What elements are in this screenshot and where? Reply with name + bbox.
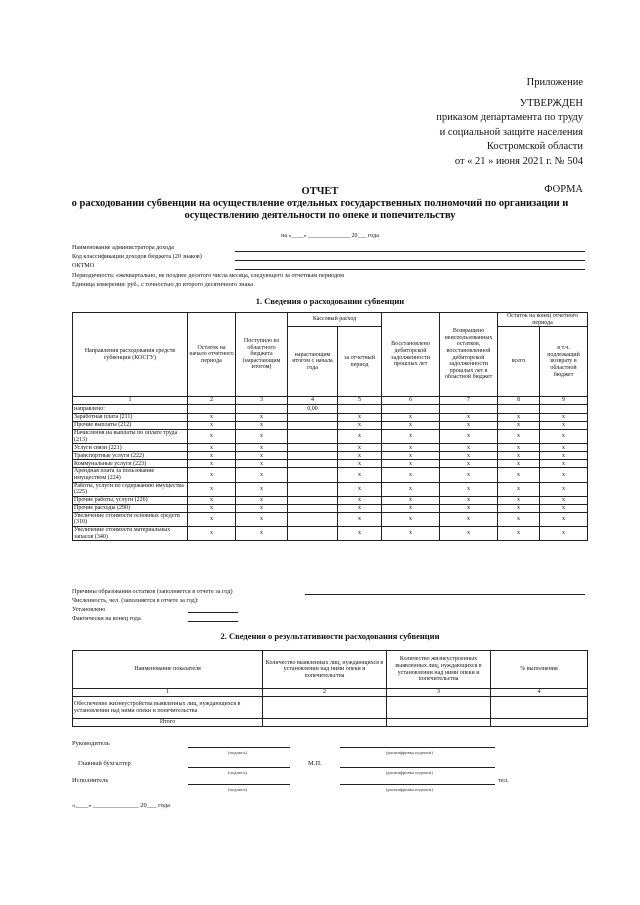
hdr-cash: Кассовый расход xyxy=(288,313,382,327)
expense-row xyxy=(73,482,588,496)
expense-row xyxy=(73,452,588,460)
order-line-3: Костромской области xyxy=(486,141,583,152)
section1-title: 1. Сведения о расходовании субвенции xyxy=(255,296,405,306)
expense-row-label: Прочие расходы (290) xyxy=(73,504,188,512)
cell-x-mark: x xyxy=(338,482,382,496)
hdr-identified: Количество выявленных лиц, нуждающихся в установлении над ними опеки и попечительства xyxy=(263,651,387,689)
column-numbers-row xyxy=(73,397,588,405)
cell-x-mark: x xyxy=(440,422,498,430)
cell-x-mark: x xyxy=(440,452,498,460)
accountant-decode-field[interactable] xyxy=(340,767,495,768)
order-line-1: приказом департамента по труду xyxy=(436,112,583,123)
cell-x-mark: x xyxy=(382,430,440,444)
cell-x-mark: x xyxy=(236,452,288,460)
cell-x-mark: x xyxy=(498,482,540,496)
hdr-cash-total: нарастающим итогом с начала года xyxy=(288,327,338,397)
cell[interactable] xyxy=(382,405,440,414)
cell-x-mark: x xyxy=(338,452,382,460)
cell-x-mark: x xyxy=(382,482,440,496)
col-number: 6 xyxy=(382,397,440,405)
cell-x-mark: x xyxy=(382,414,440,422)
cell-x-mark: x xyxy=(498,444,540,452)
cell-x-mark: x xyxy=(382,468,440,482)
cell[interactable] xyxy=(540,405,588,414)
expense-row xyxy=(73,444,588,452)
cell-x-mark: x xyxy=(236,512,288,526)
seal-label: М.П. xyxy=(308,760,322,767)
cell-x-mark: x xyxy=(338,414,382,422)
expense-row xyxy=(73,430,588,444)
reason-field[interactable] xyxy=(305,594,585,595)
cell-x-mark: x xyxy=(540,468,588,482)
order-line-4: от « 21 » июня 2021 г. № 504 xyxy=(454,155,583,167)
result-row-label: Обеспечение жизнеустройства выявленных лиц, нуждающихся в установлении над ними опеки и попечительства xyxy=(73,697,263,719)
expense-row xyxy=(73,422,588,430)
reason-label: Причины образования остатков (заполняется в отчете за год) xyxy=(72,588,233,595)
col-number: 8 xyxy=(498,397,540,405)
cell-x-mark: x xyxy=(440,526,498,540)
accountant-label: Главный бухгалтер xyxy=(78,760,131,767)
signature-date: «____» ______________ 20___ года xyxy=(72,802,170,809)
cell-x-mark: x xyxy=(188,512,236,526)
cell-x-mark: x xyxy=(188,414,236,422)
cell-x-mark: x xyxy=(498,526,540,540)
cell-x-mark: x xyxy=(440,496,498,504)
cell-x-mark: x xyxy=(236,444,288,452)
cell-x-mark: x xyxy=(236,496,288,504)
cell-x-mark: x xyxy=(382,526,440,540)
executor-decode-field[interactable] xyxy=(340,784,495,785)
cell-x-mark: x xyxy=(236,422,288,430)
cell-x-mark: x xyxy=(338,468,382,482)
cell[interactable] xyxy=(236,405,288,414)
cell-x-mark: x xyxy=(382,512,440,526)
cell[interactable] xyxy=(440,405,498,414)
expense-row-label: Начисления на выплаты по оплате труда (213) xyxy=(73,430,188,444)
cell-x-mark: x xyxy=(540,504,588,512)
executor-label: Исполнитель xyxy=(72,777,109,784)
cell[interactable] xyxy=(288,482,338,496)
directed-row xyxy=(73,405,588,414)
cell-x-mark: x xyxy=(188,444,236,452)
directed-label: направлено: xyxy=(73,405,188,414)
cell-x-mark: x xyxy=(236,504,288,512)
cell[interactable] xyxy=(491,719,588,727)
cell-x-mark: x xyxy=(382,496,440,504)
cell-x-mark: x xyxy=(236,414,288,422)
cell[interactable] xyxy=(288,526,338,540)
title-line-3: осуществлению деятельности по опеке и попечительству xyxy=(184,210,456,221)
cell-x-mark: x xyxy=(188,504,236,512)
expense-row-label: Арендная плата за пользование имуществом (224) xyxy=(73,468,188,482)
results-table xyxy=(72,650,588,727)
actual-field[interactable] xyxy=(188,621,238,622)
report-title xyxy=(0,186,640,222)
cell-x-mark: x xyxy=(236,460,288,468)
cell-x-mark: x xyxy=(188,496,236,504)
col-number: 2 xyxy=(263,689,387,697)
cell-x-mark: x xyxy=(498,496,540,504)
expense-row xyxy=(73,512,588,526)
cell-x-mark: x xyxy=(498,504,540,512)
expense-row-label: Работы, услуги по содержанию имущества (225) xyxy=(73,482,188,496)
cell-x-mark: x xyxy=(440,430,498,444)
cell[interactable] xyxy=(498,405,540,414)
expense-row xyxy=(73,526,588,540)
title-line-1: ОТЧЕТ xyxy=(301,186,339,197)
hdr-balance-start: Остаток на начало отчетного периода xyxy=(188,313,236,397)
col-number: 1 xyxy=(73,689,263,697)
cell-x-mark: x xyxy=(382,460,440,468)
executor-sign-field[interactable] xyxy=(188,784,290,785)
hdr-percent: % выполнения xyxy=(491,651,588,689)
cell-x-mark: x xyxy=(498,430,540,444)
col-number: 7 xyxy=(440,397,498,405)
accountant-decode-caption: (расшифровка подписи) xyxy=(386,770,433,775)
cell[interactable] xyxy=(263,719,387,727)
expense-row-label: Увеличение стоимости основных средств (310) xyxy=(73,512,188,526)
cell-x-mark: x xyxy=(540,414,588,422)
approved-label: УТВЕРЖДЕН xyxy=(519,97,583,109)
cell[interactable] xyxy=(288,496,338,504)
cell-x-mark: x xyxy=(540,512,588,526)
cell[interactable] xyxy=(387,719,491,727)
cell-x-mark: x xyxy=(498,460,540,468)
oktmo-label: ОКТМО xyxy=(72,262,95,269)
expense-row-label: Коммунальные услуги (223) xyxy=(73,460,188,468)
hdr-end-total: всего xyxy=(498,327,540,397)
col-number: 3 xyxy=(236,397,288,405)
cell-x-mark: x xyxy=(440,414,498,422)
cell-x-mark: x xyxy=(540,430,588,444)
cell-x-mark: x xyxy=(382,452,440,460)
cell-x-mark: x xyxy=(540,526,588,540)
hdr-received: Поступило из областного бюджета (нарастающим итогом) xyxy=(236,313,288,397)
cell[interactable] xyxy=(338,405,382,414)
cell[interactable] xyxy=(288,444,338,452)
head-label: Руководитель xyxy=(72,740,110,747)
cell-x-mark: x xyxy=(440,460,498,468)
col-number: 9 xyxy=(540,397,588,405)
cell-x-mark: x xyxy=(382,444,440,452)
cell-x-mark: x xyxy=(540,460,588,468)
header-block xyxy=(436,76,583,198)
col-number: 1 xyxy=(73,397,188,405)
cell[interactable] xyxy=(288,468,338,482)
cell[interactable] xyxy=(387,697,491,719)
cell-x-mark: x xyxy=(188,468,236,482)
phone-label: тел. xyxy=(498,777,509,784)
appendix-label: Приложение xyxy=(526,77,583,88)
cell[interactable] xyxy=(288,504,338,512)
cell[interactable] xyxy=(288,512,338,526)
kbk-field[interactable] xyxy=(235,260,585,261)
expense-row-label: Заработная плата (211) xyxy=(73,414,188,422)
cell[interactable] xyxy=(288,430,338,444)
cell-x-mark: x xyxy=(440,512,498,526)
expense-row-label: Услуги связи (221) xyxy=(73,444,188,452)
kbk-label: Код классификации доходов бюджета (20 знаков) xyxy=(72,253,202,260)
cell-x-mark: x xyxy=(498,452,540,460)
expense-row xyxy=(73,496,588,504)
period-label: Периодичность: ежеквартально, не позднее десятого числа месяца, следующего за отчетным периодом xyxy=(72,272,345,279)
cell-x-mark: x xyxy=(338,496,382,504)
expense-row-label: Прочие работы, услуги (226) xyxy=(73,496,188,504)
cell-x-mark: x xyxy=(188,430,236,444)
col-number: 2 xyxy=(188,397,236,405)
cell-x-mark: x xyxy=(440,468,498,482)
cell-x-mark: x xyxy=(188,482,236,496)
total-label: Итого xyxy=(73,719,263,727)
expense-row xyxy=(73,460,588,468)
hdr-cash-period: за отчетный период xyxy=(338,327,382,397)
cell-x-mark: x xyxy=(540,482,588,496)
executor-sign-caption: (подпись) xyxy=(228,787,248,792)
cell-x-mark: x xyxy=(188,422,236,430)
hdr-returned: Возвращено неиспользованных остатков, восстановленной дебиторской задолженности прошлых лет в областной бюджет xyxy=(440,313,498,397)
hdr-settled: Количество жизнеустроенных выявленных лиц, нуждающихся в установлении над ними опеки и попечительства xyxy=(387,651,491,689)
order-line-2: и социальной защите населения xyxy=(439,126,583,138)
cell-x-mark: x xyxy=(440,504,498,512)
cell-x-mark: x xyxy=(188,460,236,468)
cell-x-mark: x xyxy=(338,526,382,540)
cell-x-mark: x xyxy=(338,460,382,468)
actual-label: Фактически на конец года xyxy=(72,615,141,622)
head-decode-field[interactable] xyxy=(340,747,495,748)
head-sign-caption: (подпись) xyxy=(228,750,248,755)
cell-x-mark: x xyxy=(338,422,382,430)
cell[interactable] xyxy=(288,452,338,460)
form-label: ФОРМА xyxy=(544,184,583,195)
cell-x-mark: x xyxy=(540,452,588,460)
expense-row-label: Транспортные услуги (222) xyxy=(73,452,188,460)
headcount-label: Численность, чел. (заполняется в отчете за год): xyxy=(72,597,199,604)
cell[interactable] xyxy=(288,414,338,422)
cell-x-mark: x xyxy=(498,422,540,430)
hdr-direction: Направления расходования средств субвенции (КОСГУ) xyxy=(73,313,188,397)
accountant-sign-caption: (подпись) xyxy=(228,770,248,775)
col-number: 5 xyxy=(338,397,382,405)
expense-rows xyxy=(73,414,588,541)
section2-title: 2. Сведения о результативности расходования субвенции xyxy=(220,631,440,641)
report-date-line: на «____» ______________ 20___ года xyxy=(281,233,379,239)
cell-x-mark: x xyxy=(540,444,588,452)
admin-label: Наименование администратора дохода xyxy=(72,244,174,251)
head-sign-field[interactable] xyxy=(188,747,290,748)
cell-x-mark: x xyxy=(338,512,382,526)
cell-x-mark: x xyxy=(498,512,540,526)
title-line-2: о расходовании субвенции на осуществление отдельных государственных полномочий по организации и xyxy=(71,198,569,209)
hdr-indicator: Наименование показателя xyxy=(73,651,263,689)
cell-x-mark: x xyxy=(382,504,440,512)
expense-row xyxy=(73,468,588,482)
expense-row-label: Прочие выплаты (212) xyxy=(73,422,188,430)
cell-x-mark: x xyxy=(188,452,236,460)
cell-x-mark: x xyxy=(540,422,588,430)
col-number: 3 xyxy=(387,689,491,697)
established-label: Установлено xyxy=(72,606,106,613)
cell-x-mark: x xyxy=(440,444,498,452)
expense-row xyxy=(73,414,588,422)
cell-x-mark: x xyxy=(236,430,288,444)
head-decode-caption: (расшифровка подписи) xyxy=(386,750,433,755)
oktmo-field[interactable] xyxy=(235,269,585,270)
expenses-table xyxy=(72,312,588,541)
admin-field[interactable] xyxy=(235,251,585,252)
cell-x-mark: x xyxy=(188,526,236,540)
cell-x-mark: x xyxy=(440,482,498,496)
expense-row-label: Увеличение стоимости материальных запасов (340) xyxy=(73,526,188,540)
cell-x-mark: x xyxy=(498,468,540,482)
hdr-end-refund: в т.ч. подлежащий возврату в областной бюджет xyxy=(540,327,588,397)
executor-decode-caption: (расшифровка подписи) xyxy=(386,787,433,792)
cell[interactable] xyxy=(491,697,588,719)
cell-x-mark: x xyxy=(338,430,382,444)
col-number: 4 xyxy=(491,689,588,697)
unit-label: Единица измерения: руб., с точностью до второго десятичного знака xyxy=(72,281,253,288)
expense-row xyxy=(73,504,588,512)
hdr-balance-end: Остаток на конец отчетного периода xyxy=(498,313,588,327)
cell[interactable] xyxy=(188,405,236,414)
cell-x-mark: x xyxy=(382,422,440,430)
cell-x-mark: x xyxy=(338,444,382,452)
established-field[interactable] xyxy=(188,612,238,613)
cell[interactable] xyxy=(288,422,338,430)
directed-value[interactable]: 0,00 xyxy=(288,405,338,414)
cell-x-mark: x xyxy=(236,468,288,482)
hdr-restored: Восстановлено дебиторской задолженности прошлых лет xyxy=(382,313,440,397)
cell-x-mark: x xyxy=(236,526,288,540)
cell-x-mark: x xyxy=(498,414,540,422)
cell-x-mark: x xyxy=(338,504,382,512)
cell-x-mark: x xyxy=(540,496,588,504)
cell[interactable] xyxy=(263,697,387,719)
accountant-sign-field[interactable] xyxy=(188,767,290,768)
cell[interactable] xyxy=(288,460,338,468)
cell-x-mark: x xyxy=(236,482,288,496)
col-number: 4 xyxy=(288,397,338,405)
